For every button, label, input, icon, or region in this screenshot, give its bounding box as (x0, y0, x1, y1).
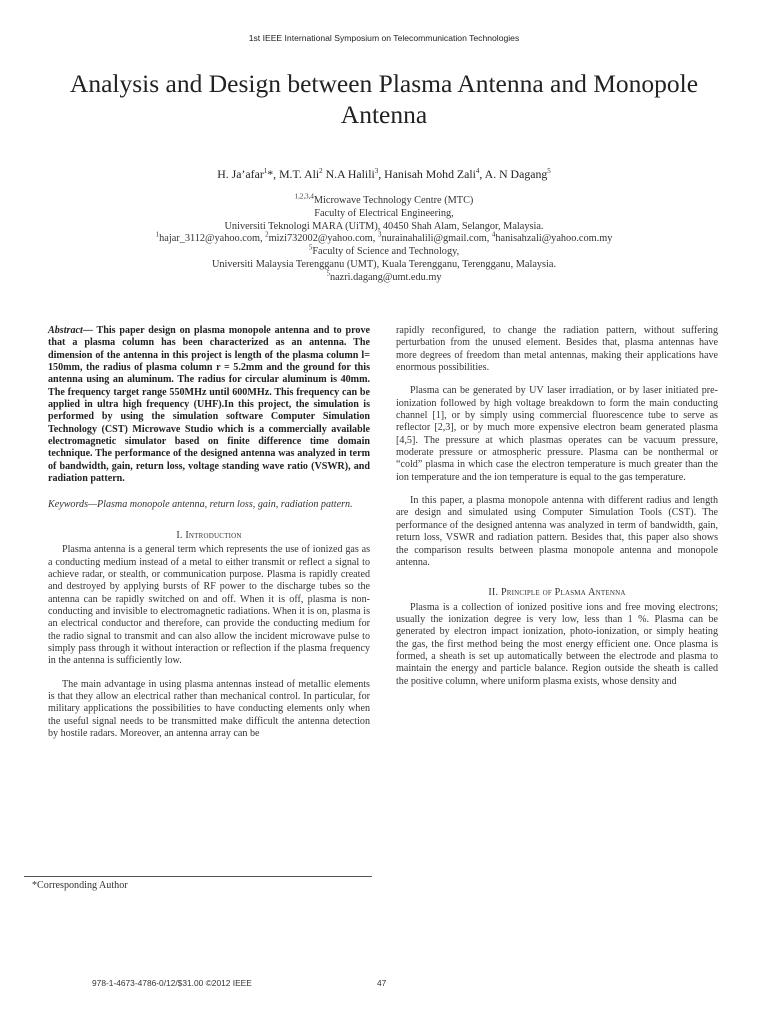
affil-line-6: Universiti Malaysia Terengganu (UMT), Kuala Terengganu, Terengganu, Malaysia. (211, 258, 557, 270)
email-sup: 4 (491, 230, 496, 239)
email-link[interactable]: nurainahalili@gmail.com, (381, 233, 492, 245)
author-sup: 1 (263, 167, 268, 176)
affil-sup: 5 (326, 269, 330, 278)
author-sup: 3 (374, 167, 379, 176)
abstract (48, 325, 370, 485)
affil-line-3: Universiti Teknologi MARA (UiTM), 40450 Shah Alam, Selangor, Malaysia. (224, 220, 544, 232)
affiliations (0, 192, 768, 285)
page-number: 47 (377, 978, 387, 988)
author-name: H. Ja’afar (217, 167, 264, 181)
paragraph: rapidly reconfigured, to change the radiation pattern, without suffering perturbation from the unused element. Besides that, plasma antennas have more degrees of freedom than metal antennas, making their applications have enormous possibilities. (396, 325, 718, 374)
paragraph: Plasma antenna is a general term which represents the use of ionized gas as a conducting medium instead of a metal to either transmit or reflect a signal to achieve radar, or stealth, or communication purpose. Plasma is rapidly created and destroyed by applying bursts of RF power to the discharge tubes so the antenna can be rapidly switched on and off. When it is off, plasma is non-conducting and invisible to electromagnetic radiations. When it is on, plasma is an electrical conductor and therefore, can provide the conducting medium for the radio signal to transmit and can also allow the incident microwave pulse to simply pass through it without interaction or reflection if the plasma frequency in the antenna is sufficiently low. (48, 544, 370, 667)
affil-text: Microwave Technology Centre (MTC) (313, 195, 474, 206)
abstract-label: Abstract (48, 325, 83, 336)
author-name: Hanisah Mohd Zali (384, 167, 476, 181)
affil-line-7 (0, 269, 768, 285)
affil-sup: 1,2,3,4 (294, 192, 314, 201)
author-sep: , (479, 167, 485, 181)
email-link[interactable]: mizi732002@yahoo.com, (268, 233, 378, 245)
left-column (48, 325, 370, 740)
email-sup: 2 (265, 230, 269, 239)
author-sep: *, (267, 167, 280, 181)
footnote: *Corresponding Author (32, 880, 128, 891)
affil-sup: 5 (308, 243, 313, 252)
paragraph: In this paper, a plasma monopole antenna with different radius and length are design and simulated using Computer Simulation Tools (CST). The performance of the designed antenna was analyzed in term of bandwidth, gain, return loss, VSWR and radiation pattern. Besides that, this paper also shows the comparison results between plasma monopole antenna and monopole antenna. (396, 495, 718, 568)
author-name: N.A Halili (325, 167, 375, 181)
affil-text: Faculty of Science and Technology, (312, 246, 460, 258)
paragraph: Plasma can be generated by UV laser irradiation, or by laser initiated pre-ionization followed by high voltage breakdown to form the main conducting channel [1], or by simply using commercial fluorescence tube to serve as reflector [2,3], or by much more expensive electron beam generated plasma [4,5]. The pressure at which plasmas operates can be vacuum pressure, moderate pressure or atmospheric pressure. Plasma can be nonthermal or “cold” plasma in which case the electron temperature is much greater than the ion temperature and the ion temperature is equal to the gas temperature. (396, 385, 718, 483)
paper-title: Analysis and Design between Plasma Antenna and Monopole Antenna (69, 69, 699, 129)
keywords: Keywords—Plasma monopole antenna, return loss, gain, radiation pattern. (48, 499, 353, 511)
author-list (0, 167, 768, 182)
author-sup: 5 (547, 167, 551, 176)
affil-emails (0, 230, 768, 246)
footer-isbn: 978-1-4673-4786-0/12/$31.00 ©2012 IEEE (92, 978, 252, 988)
email-link[interactable]: hanisahzali@yahoo.com.my (495, 233, 613, 245)
right-column (396, 325, 718, 688)
email-link[interactable]: nazri.dagang@umt.edu.my (329, 271, 442, 283)
section-title: Introduction (185, 529, 242, 541)
author-name: M.T. Ali (279, 167, 320, 181)
email-link[interactable]: hajar_3112@yahoo.com, (159, 233, 266, 245)
section-title: Principle of Plasma Antenna (500, 587, 626, 599)
section-number: II. (488, 587, 501, 599)
paragraph: The main advantage in using plasma antennas instead of metallic elements is that they allow an electrical rather than mechanical control. In particular, for military applications the possibilities to have conducting elements only when the useful signal needs to be transmitted make difficult the antenna detection by hostile radars. Moreover, an antenna array can be (48, 678, 370, 739)
paragraph: Plasma is a collection of ionized positive ions and free moving electrons; usually the ionization degree is very low, less than 1 %. Plasma can be generated by electron impact ionization, photo-ionization, or simply heating the gas, the first method being the most energy efficient one. Once plasma is formed, a sheath is set up automatically between the electrode and plasma to maintain the energy and particle balance. Region outside the sheath is called the positive column, where uniform plasma exists, whose density and (396, 601, 718, 687)
section-number: I. (176, 529, 186, 541)
affil-line-2: Faculty of Electrical Engineering, (314, 207, 454, 219)
conference-header: 1st IEEE International Symposium on Telecommunication Technologies (248, 33, 520, 43)
author-name: A. N Dagang (484, 167, 548, 181)
author-sep: , (378, 167, 385, 181)
section-heading-principle (396, 587, 718, 599)
affil-line-1 (0, 192, 768, 208)
section-heading-introduction (48, 530, 370, 542)
footnote-divider (24, 876, 372, 877)
affil-line-5 (0, 243, 768, 259)
email-sup: 1 (155, 230, 160, 239)
email-sup: 3 (377, 230, 382, 239)
author-sup: 4 (475, 167, 480, 176)
author-sup: 2 (319, 167, 323, 176)
abstract-text: — This paper design on plasma monopole antenna and to prove that a plasma column has been characterized as an antenna. The dimension of the antenna in this project is length of the plasma column l= 150mm, the radius of plasma column r = 5.2mm and the ground for this antenna using an aluminum. The radius for circular aluminum is 40mm. The frequency target range 550MHz until 600MHz. This frequency can be applied in ultra high frequency (UHF).In this project, the simulation is performed by using the simulation software Computer Simulation Technology (CST) Microwave Studio which is a commercially available electromagnetic simulator based on finite difference time domain technique. The performance of the designed antenna was analyzed in term of bandwidth, gain, return loss, voltage standing wave ratio (VSWR), and radiation pattern. (48, 325, 370, 485)
